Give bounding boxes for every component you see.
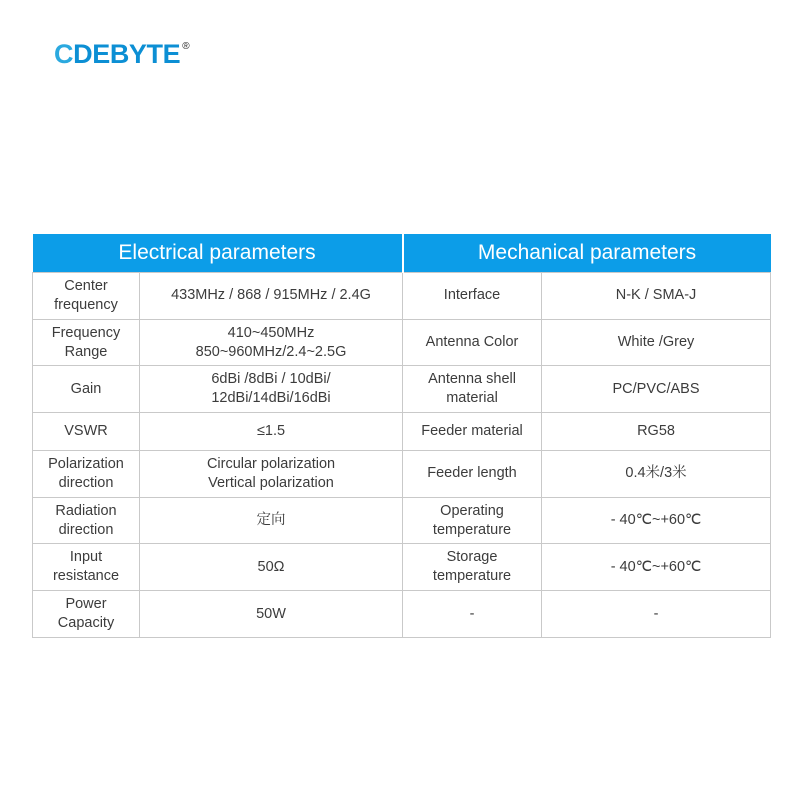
electrical-parameter-value [140,544,403,591]
mechanical-parameter-value [542,497,771,544]
cell-line: Feeder material [421,423,523,440]
cell-line: Polarization [48,456,124,473]
cell-line: 410~450MHz [227,324,315,341]
cell-line: Antenna Color [425,334,519,351]
table-header [33,234,771,273]
electrical-parameter-value [140,591,403,638]
mechanical-parameter-value [542,366,771,413]
cell-line: ≤1.5 [256,423,286,440]
mechanical-parameter-value [542,451,771,498]
electrical-parameter-label [33,366,140,413]
mechanical-parameter-value [542,413,771,451]
mechanical-parameter-label [403,273,542,320]
cell-line: RG58 [637,423,675,440]
table-row [33,273,771,320]
cell-line: 850~960MHz/2.4~2.5G [195,343,347,360]
cell-line: N-K / SMA-J [615,287,697,304]
mechanical-parameter-value [542,591,771,638]
mechanical-parameter-label [403,544,542,591]
cell-line: 定向 [256,512,286,529]
table-body [33,273,771,638]
cell-line: Input [69,549,103,566]
electrical-parameter-label [33,451,140,498]
cell-line: 50Ω [257,558,285,575]
mechanical-parameter-label [403,413,542,451]
cell-line: 433MHz / 868 / 915MHz / 2.4G [171,287,371,304]
mechanical-parameter-value [542,319,771,366]
brand-logo-rest: DEBYTE [73,39,181,69]
cell-line: Frequency [51,324,121,341]
cell-line: 12dBi/14dBi/16dBi [211,390,331,407]
electrical-parameter-label [33,319,140,366]
cell-line: Radiation [55,502,117,519]
electrical-parameter-value [140,366,403,413]
brand-logo [54,40,190,68]
table-row [33,451,771,498]
header-mechanical-parameters: Mechanical parameters [403,234,771,273]
cell-line: - [469,605,475,622]
brand-logo-text [54,40,180,68]
cell-line: Capacity [57,614,115,631]
cell-line: Gain [70,380,102,397]
cell-line: PC/PVC/ABS [612,380,700,397]
mechanical-parameter-label [403,451,542,498]
cell-line: direction [58,474,114,491]
electrical-parameter-value [140,451,403,498]
cell-line: 0.4米/3米 [625,465,687,482]
table-row [33,497,771,544]
mechanical-parameter-label [403,319,542,366]
electrical-parameter-label [33,591,140,638]
cell-line: Feeder length [427,465,517,482]
cell-line: material [446,390,498,407]
cell-line: Power [65,596,107,613]
cell-line: Vertical polarization [208,474,334,491]
electrical-parameter-label [33,273,140,320]
brand-logo-first-letter: C [54,39,74,69]
table-row [33,319,771,366]
mechanical-parameter-label [403,366,542,413]
cell-line: 50W [256,605,286,622]
cell-line: temperature [432,568,512,585]
electrical-parameter-value [140,319,403,366]
electrical-parameter-value [140,413,403,451]
header-electrical-parameters: Electrical parameters [33,234,403,273]
mechanical-parameter-value [542,273,771,320]
specification-table [32,234,771,638]
table-row [33,413,771,451]
cell-line: Antenna shell [428,371,516,388]
cell-line: direction [58,521,114,538]
cell-line: temperature [432,521,512,538]
cell-line: White /Grey [617,334,695,351]
electrical-parameter-label [33,413,140,451]
cell-line: resistance [52,568,120,585]
mechanical-parameter-label [403,591,542,638]
cell-line: Storage [446,549,498,566]
electrical-parameter-label [33,497,140,544]
table-row [33,544,771,591]
electrical-parameter-value [140,273,403,320]
cell-line: 6dBi /8dBi / 10dBi/ [211,371,331,388]
cell-line: - [653,605,659,622]
cell-line: frequency [54,296,118,313]
cell-line: Interface [443,287,501,304]
cell-line: - 40℃~+60℃ [610,512,702,529]
cell-line: Range [64,343,108,360]
electrical-parameter-value [140,497,403,544]
cell-line: VSWR [64,423,108,440]
registered-trademark-icon: ® [182,41,190,52]
mechanical-parameter-value [542,544,771,591]
cell-line: Center [64,278,108,294]
table-row [33,591,771,638]
mechanical-parameter-label [403,497,542,544]
cell-line: Circular polarization [206,456,336,473]
electrical-parameter-label [33,544,140,591]
table-row [33,366,771,413]
cell-line: - 40℃~+60℃ [610,558,702,575]
cell-line: Operating [440,502,504,519]
